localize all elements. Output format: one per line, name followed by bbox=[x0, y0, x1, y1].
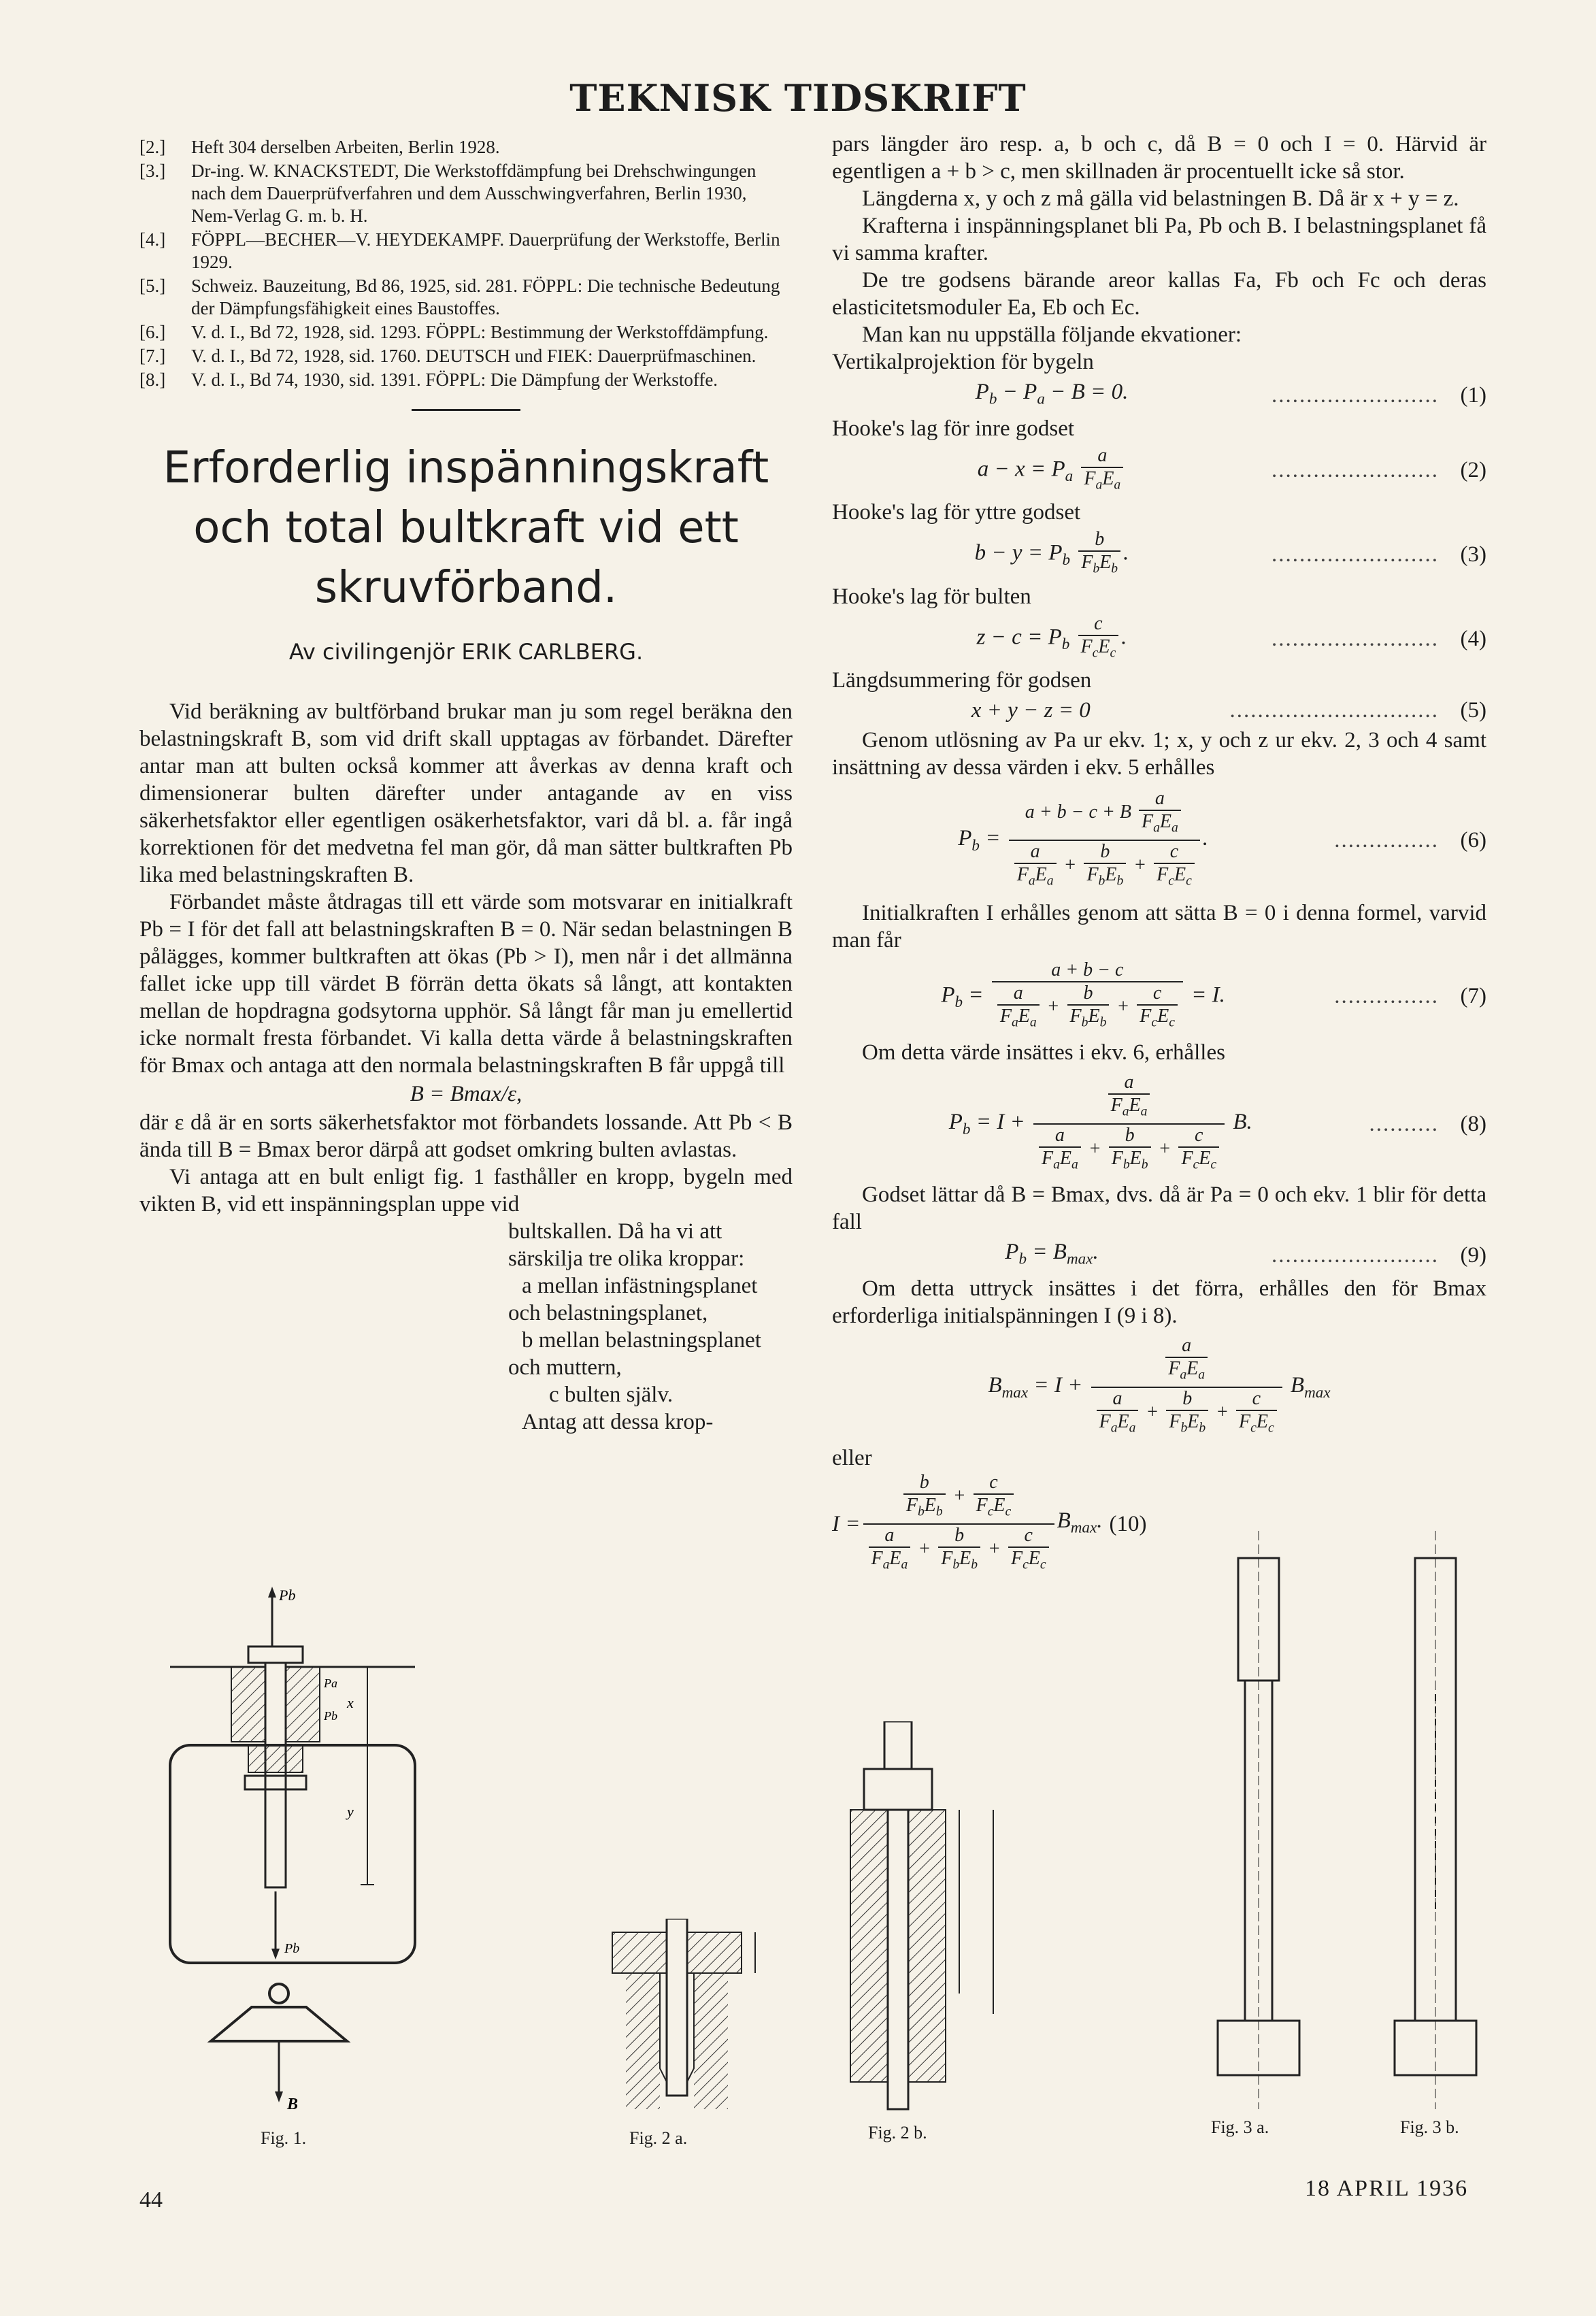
side-line: Antag att dessa krop- bbox=[522, 1410, 714, 1434]
body-paragraph: Initialkraften I erhålles genom att sätta B = 0 i denna formel, varvid man får bbox=[832, 900, 1486, 953]
eq-label: eller bbox=[832, 1446, 872, 1471]
figure-caption: Fig. 2 a. bbox=[629, 2128, 688, 2148]
svg-text:x: x bbox=[347, 1694, 354, 1711]
reference-item: [5.] Schweiz. Bauzeitung, Bd 86, 1925, sid. 281. FÖPPL: Die technische Bedeutung der Dämpfungsfähigkeit eines Baustoffes. bbox=[139, 276, 780, 318]
eq-label: Längdsummering för godsen bbox=[832, 668, 1092, 693]
figure-3a-drawing bbox=[1211, 1531, 1306, 2116]
body-paragraph: där ε då är en sorts säkerhetsfaktor mot förbandets lossande. Att Pb < B ända till B = Bmax beror därpå att godset omkring bulten avlastas. bbox=[139, 1110, 793, 1162]
eq-label: Hooke's lag för inre godset bbox=[832, 416, 1075, 441]
left-column bbox=[139, 136, 793, 1436]
figure-caption: Fig. 3 a. bbox=[1211, 2117, 1269, 2137]
eq-label: Hooke's lag för yttre godset bbox=[832, 500, 1081, 525]
body-paragraph: Krafterna i inspänningsplanet bli Pa, Pb och B. I belastningsplanet få vi samma krafter. bbox=[832, 214, 1486, 265]
issue-date: 18 APRIL 1936 bbox=[1305, 2176, 1469, 2201]
body-paragraph: Förbandet måste åtdragas till ett värde som motsvarar en initialkraft Pb = I för det fall att belastningskraften B = 0. När sedan belastningen B pålägges, kommer bultkraften att ökas (Pb > I), men når i det allmänna fallet icke upp till värdet B förrän detta ökats så långt, att kontakten mellan de hopdragna godsytorna upphör. Så långt får man ju emellertid icke normalt fresta förbandet. Vi kalla detta värde å belastningskraften för Bmax och antaga att den normala belastningskraften B får uppgå till bbox=[139, 890, 793, 1078]
svg-text:Pb: Pb bbox=[284, 1941, 300, 1956]
reference-item: [7.] V. d. I., Bd 72, 1928, sid. 1760. DEUTSCH und FIEK: Dauerprüfmaschinen. bbox=[139, 346, 757, 366]
side-line: a mellan infästningsplanet och belastningsplanet, bbox=[508, 1274, 758, 1325]
equation-2: $a - x = P_a$ $\frac{a}{F_aE_a}$ ........................ (2) bbox=[977, 444, 1486, 493]
reference-item: [8.] V. d. I., Bd 74, 1930, sid. 1391. FÖPPL: Die Dämpfung der Werkstoffe. bbox=[139, 369, 718, 390]
side-line: bultskallen. Då ha vi att särskilja tre olika kroppar: bbox=[508, 1219, 745, 1271]
equation-8: $P_b = I$ + $\frac{a}{F_aE_a}$ $\frac{a}{F_aE_a}$ + $\frac{b}{F_bE_b}$ + $\frac{c}{F_cE_c}$ B. .......... (8) bbox=[948, 1072, 1486, 1172]
figure-caption: Fig. 3 b. bbox=[1400, 2117, 1459, 2137]
eq-label: Hooke's lag för bulten bbox=[832, 584, 1031, 609]
section-divider bbox=[412, 409, 520, 411]
body-paragraph: pars längder äro resp. a, b och c, då B = 0 och I = 0. Härvid är egentligen a + b > c, men skillnaden är procentuellt icke så stor. bbox=[832, 132, 1486, 184]
body-paragraph: Om detta värde insättes i ekv. 6, erhålles bbox=[862, 1040, 1225, 1065]
body-paragraph: Vi antaga att en bult enligt fig. 1 fasthåller en kropp, bygeln med vikten B, vid ett inspänningsplan uppe vid bbox=[139, 1165, 793, 1217]
figure-3b-drawing bbox=[1388, 1531, 1483, 2116]
right-column bbox=[832, 131, 1486, 1576]
equation-4: $z - c = P_b$ $\frac{c}{F_cE_c}$ . ........................ (4) bbox=[976, 612, 1486, 661]
figure-2a-drawing bbox=[605, 1919, 782, 2123]
equation-bmax: $B_{max} = I$ + $\frac{a}{F_aE_a}$ $\frac{a}{F_aE_a}$ + $\frac{b}{F_bE_b}$ + $\frac{c}{F_cE_c}$ $B_{max}$ bbox=[988, 1334, 1331, 1436]
body-paragraph: Godset lättar då B = Bmax, dvs. då är Pa = 0 och ekv. 1 blir för detta fall bbox=[832, 1182, 1486, 1235]
svg-text:Pa: Pa bbox=[324, 1676, 337, 1690]
body-paragraph: Genom utlösning av Pa ur ekv. 1; x, y och z ur ekv. 2, 3 och 4 samt insättning av dessa värden i ekv. 5 erhålles bbox=[832, 728, 1486, 780]
svg-text:y: y bbox=[347, 1803, 354, 1820]
formula-bmax: B = Bmax/ε, bbox=[410, 1082, 522, 1106]
figure-caption: Fig. 2 b. bbox=[868, 2123, 927, 2143]
body-paragraph: Vid beräkning av bultförband brukar man ju som regel beräkna den belastningskraft B, som vid drift skall upptagas av förbandet. Därefter antar man att bulten också kommer att åverkas av denna kraft och dimensionerar bulten därefter under antagande av en viss säkerhetsfaktor eller egentligen osäkerhetsfaktor, vari då bl. a. får ingå korrektionen för det medvetna fel man gör, då man sätter bultkraften Pb lika med belastningskraften B. bbox=[139, 699, 793, 887]
reference-item: [6.] V. d. I., Bd 72, 1928, sid. 1293. FÖPPL: Bestimmung der Werkstoffdämpfung. bbox=[139, 322, 769, 342]
equation-5: x + y − z = 0 .............................. (5) bbox=[971, 698, 1486, 723]
equation-3: $b - y = P_b$ $\frac{b}{F_bE_b}$ . ........................ (3) bbox=[974, 529, 1486, 576]
equation-10: I = $\frac{b}{F_bE_b}$ + $\frac{c}{F_cE_c}$ $\frac{a}{F_aE_a}$ + $\frac{b}{F_bE_b}$ + $\frac{c}{F_cE_c}$ $B_{max}$. (10) bbox=[832, 1472, 1147, 1572]
body-paragraph: De tre godsens bärande areor kallas Fa, Fb och Fc och deras elasticitetsmoduler Ea, Eb och Ec. bbox=[832, 268, 1486, 320]
reference-list bbox=[139, 136, 793, 391]
reference-item: [2.] Heft 304 derselben Arbeiten, Berlin 1928. bbox=[139, 137, 500, 157]
equation-1: $P_b - P_a - B = 0$. ........................ (1) bbox=[975, 380, 1486, 408]
figure-side-text bbox=[139, 1218, 793, 1436]
equation-6: $P_b$ = a + b − c + B $\frac{a}{F_aE_a}$ $\frac{a}{F_aE_a}$ + $\frac{b}{F_bE_b}$ + $\frac{c}{F_cE_c}$ . ............... (6) bbox=[958, 788, 1486, 889]
page-number: 44 bbox=[139, 2187, 163, 2213]
reference-item: [3.] Dr-ing. W. KNACKSTEDT, Die Werkstoffdämpfung bei Drehschwingungen nach dem Dauerprüfverfahren und dem Ausschwingverfahren, Berlin 1930, Nem-Verlag G. m. b. H. bbox=[139, 161, 757, 226]
figure-1-drawing bbox=[143, 1572, 497, 2130]
body-paragraph: Man kan nu uppställa följande ekvationer: bbox=[862, 322, 1242, 347]
svg-text:Pb: Pb bbox=[279, 1587, 296, 1604]
article-author: Av civilingenjör ERIK CARLBERG. bbox=[288, 639, 644, 665]
body-paragraph: Längderna x, y och z må gälla vid belastningen B. Då är x + y = z. bbox=[862, 186, 1459, 211]
side-line: c bulten själv. bbox=[549, 1383, 674, 1407]
figure-2b-drawing bbox=[837, 1721, 1041, 2123]
svg-text:B: B bbox=[287, 2096, 299, 2113]
eq-label: Vertikalprojektion för bygeln bbox=[832, 350, 1094, 374]
figure-caption: Fig. 1. bbox=[261, 2128, 307, 2148]
equation-9: $P_b = B_{max}$. ........................ (9) bbox=[1005, 1240, 1486, 1268]
equation-7: $P_b$ = a + b − c $\frac{a}{F_aE_a}$ + $\frac{b}{F_bE_b}$ + $\frac{c}{F_cE_c}$ = I. ............... (7) bbox=[941, 959, 1486, 1030]
masthead: TEKNISK TIDSKRIFT bbox=[569, 76, 1027, 120]
body-paragraph: Om detta uttryck insättes i det förra, erhålles den för Bmax erforderliga initialspänningen I (9 i 8). bbox=[832, 1276, 1486, 1328]
article-title: Erforderlig inspänningskraft och total bultkraft vid ett skruvförband. bbox=[163, 443, 769, 613]
svg-text:Pb: Pb bbox=[324, 1709, 337, 1723]
reference-item: [4.] FÖPPL—BECHER—V. HEYDEKAMPF. Dauerprüfung der Werkstoffe, Berlin 1929. bbox=[139, 229, 780, 272]
side-line: b mellan belastningsplanet och muttern, bbox=[508, 1328, 761, 1380]
